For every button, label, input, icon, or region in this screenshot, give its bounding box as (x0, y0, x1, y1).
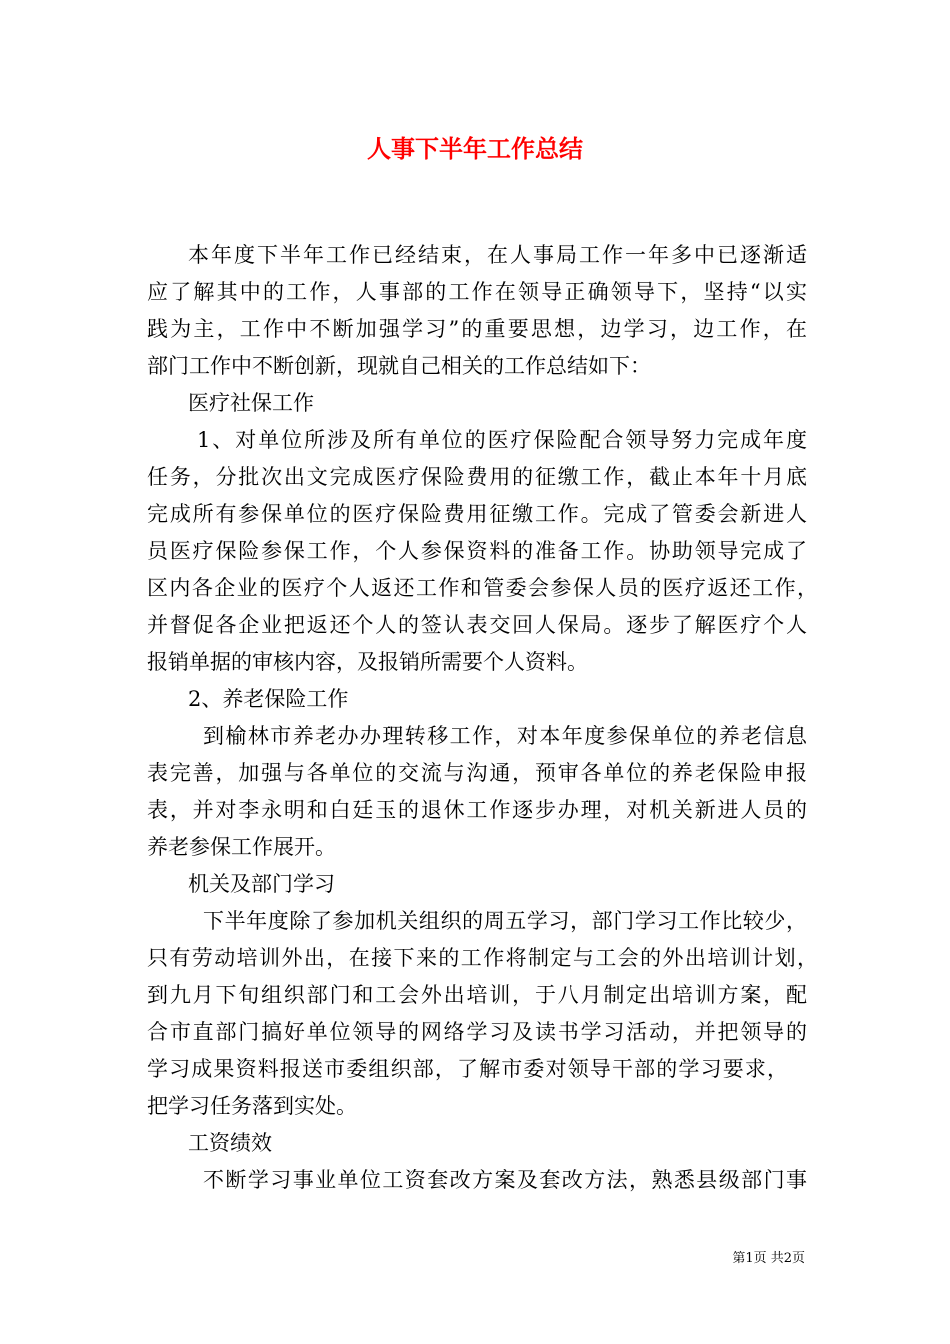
paragraph-line: 养老参保工作展开。 (147, 835, 336, 859)
paragraph-line: 到榆林市养老办办理转移工作，对本年度参保单位的养老信息 (203, 724, 807, 748)
section-heading: 医疗社保工作 (188, 391, 314, 415)
section-heading: 2、养老保险工作 (188, 687, 349, 711)
document-title: 人事下半年工作总结 (367, 134, 583, 163)
paragraph-line: 完成所有参保单位的医疗保险费用征缴工作。完成了管委会新进人 (147, 502, 807, 526)
paragraph-line: 合市直部门搞好单位领导的网络学习及读书学习活动，并把领导的 (147, 1020, 807, 1044)
paragraph-line: 任务，分批次出文完成医疗保险费用的征缴工作，截止本年十月底 (147, 465, 807, 489)
paragraph-line: 表完善，加强与各单位的交流与沟通，预审各单位的养老保险申报 (147, 761, 807, 785)
paragraph-line: 员医疗保险参保工作，个人参保资料的准备工作。协助领导完成了 (147, 539, 807, 563)
paragraph-line: 不断学习事业单位工资套改方案及套改方法，熟悉县级部门事 (203, 1168, 807, 1192)
paragraph-line: 表，并对李永明和白廷玉的退休工作逐步办理，对机关新进人员的 (147, 798, 807, 822)
section-heading: 机关及部门学习 (188, 872, 335, 896)
paragraph-line: 部门工作中不断创新，现就自己相关的工作总结如下： (147, 354, 651, 378)
paragraph-line: 到九月下旬组织部门和工会外出培训，于八月制定出培训方案，配 (147, 983, 807, 1007)
paragraph-line: 区内各企业的医疗个人返还工作和管委会参保人员的医疗返还工作， (147, 576, 818, 600)
paragraph-line: 学习成果资料报送市委组织部，了解市委对领导干部的学习要求， (147, 1057, 788, 1081)
paragraph-line: 本年度下半年工作已经结束，在人事局工作一年多中已逐渐适 (188, 243, 807, 267)
paragraph-line: 只有劳动培训外出，在接下来的工作将制定与工会的外出培训计划， (147, 946, 818, 970)
paragraph-line: 报销单据的审核内容，及报销所需要个人资料。 (147, 650, 588, 674)
page-number: 第1页 共2页 (732, 1251, 805, 1266)
paragraph-line: 1、对单位所涉及所有单位的医疗保险配合领导努力完成年度 (197, 428, 807, 452)
paragraph-line: 并督促各企业把返还个人的签认表交回人保局。逐步了解医疗个人 (147, 613, 807, 637)
paragraph-line: 把学习任务落到实处。 (147, 1094, 357, 1118)
paragraph-line: 应了解其中的工作，人事部的工作在领导正确领导下，坚持“以实 (147, 280, 807, 304)
paragraph-line: 践为主，工作中不断加强学习”的重要思想，边学习，边工作，在 (147, 317, 807, 341)
section-heading: 工资绩效 (188, 1131, 272, 1155)
paragraph-line: 下半年度除了参加机关组织的周五学习，部门学习工作比较少， (203, 909, 807, 933)
